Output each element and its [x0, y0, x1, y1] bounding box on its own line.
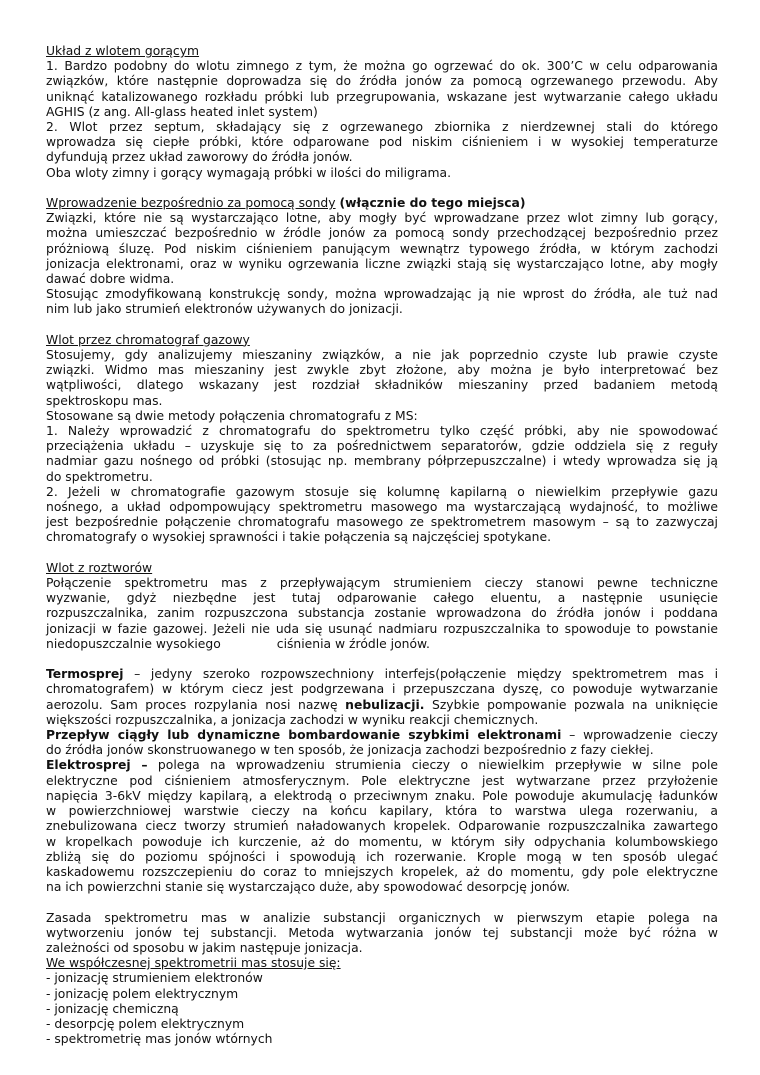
- text-line: wytworzeniu jonów tej substancji. Metoda wytwarzania jonów tej substancji może być różna w: [46, 925, 718, 940]
- text-line: AGHIS (z ang. All-glass heated inlet system): [46, 104, 318, 119]
- text-line: przeciążenia układu – uzyskuje się to za pośrednictwem separatorów, gdzie oddziela się z reguły: [46, 439, 718, 454]
- text-line: na ich powierzchni stanie się wystarczająco duże, aby spowodować desorpcję jonów.: [46, 880, 570, 895]
- text-line: spektroskopu mas.: [46, 393, 163, 408]
- text-line: [46, 758, 718, 773]
- text-line: nadmiar gazu nośnego od próbki (stosując np. membrany półprzepuszczalne) i wtedy wprowadza się ją: [46, 454, 718, 469]
- text-fragment: aerozolu. Sam proces rozpylania nosi nazwę: [46, 697, 338, 712]
- text-line: nim lub jako strumień elektronów używanych do jonizacji.: [46, 302, 403, 317]
- text-line: uniknąć katalizowanego rozkładu próbki lub przegrupowania, wskazane jest wytwarzanie całego układu: [46, 89, 718, 104]
- text-fragment: – wprowadzenie cieczy: [561, 728, 718, 743]
- text-fragment: polega na wprowadzeniu strumienia cieczy o niewielkim przepływie w silne pole: [147, 758, 718, 773]
- heading-solution-inlet: Wlot z roztworów: [46, 560, 153, 575]
- text-line: Stosowane są dwie metody połączenia chromatografu z MS:: [46, 408, 418, 423]
- text-line: chromatografy o wysokiej sprawności i takie połączenia są najczęściej spotykane.: [46, 530, 552, 545]
- text-fragment: niedopuszczalnie wysokiego: [46, 636, 221, 651]
- text-line: jonizacja elektronami, oraz w wyniku ogrzewania liczne związki stają się wystarczająco lotne, aby mogły: [46, 256, 718, 271]
- heading-hot-inlet: Układ z wlotem gorącym: [46, 44, 200, 58]
- list-item: - jonizację chemiczną: [46, 1001, 179, 1016]
- text-line: dyfundują przez układ zaworowy do źródła jonów.: [46, 150, 353, 165]
- text-line: kaskadowemu rozszczepieniu do coraz to mniejszych kropelek, aż do momentu, gdy pole elektryczne: [46, 864, 718, 879]
- heading-gc-inlet: Wlot przez chromatograf gazowy: [46, 332, 250, 347]
- text-line: w powierzchniowej warstwie cieczy na końcu kapilary, która to warstwa ulega rozerwaniu, a: [46, 804, 718, 819]
- text-line: wyzwanie, gdyż niezbędne jest tutaj odparowanie całego eluentu, a następnie usunięcie: [46, 591, 718, 606]
- text-line: w kropelkach powoduje ich kurczenie, aż do momentu, w którym siły odpychania kolumbowskiego: [46, 834, 718, 849]
- list-item: - spektrometrię mas jonów wtórnych: [46, 1032, 273, 1047]
- text-line: zbliżą się do poziomu spójności i spowodują ich rozerwanie. Krople mogą w ten sposób ulegać: [46, 849, 718, 864]
- heading-ionization-methods: We współczesnej spektrometrii mas stosuje się:: [46, 956, 341, 971]
- text-line: Stosując zmodyfikowaną konstrukcję sondy, można wprowadzając ją nie wprost do źródła, ale tuż nad: [46, 287, 718, 302]
- text-fragment: Szybkie pompowanie pozwala na uniknięcie: [424, 697, 718, 712]
- text-line: [46, 728, 718, 743]
- list-item: - jonizację polem elektrycznym: [46, 986, 239, 1001]
- heading-probe: Wprowadzenie bezpośrednio za pomocą sondy: [46, 196, 336, 211]
- text-line: wprowadza się ciepłe próbki, które odparowane pod niskim ciśnieniem i w wysokiej temperaturze: [46, 135, 718, 150]
- text-line: chromatografem) w którym ciecz jest podgrzewana i przepuszczana dyszę, co powoduje wytwarzanie: [46, 682, 718, 697]
- text-line: 1. Należy wprowadzić z chromatografu do spektrometru tylko część próbki, aby nie spowodować: [46, 424, 718, 439]
- text-line: Związki, które nie są wystarczająco lotne, aby mogły być wprowadzane przez wlot zimny lub gorący,: [46, 211, 718, 226]
- text-line: związków, które następnie doprowadza się do źródła jonów za pomocą ogrzewanego przewodu. Aby: [46, 74, 718, 89]
- text-line: [46, 637, 718, 652]
- text-line: zależności od sposobu w jakim następuje jonizacja.: [46, 940, 363, 955]
- text-line: związki. Widmo mas mieszaniny jest zwykle zbyt złożone, aby można je było interpretować bez: [46, 363, 718, 378]
- text-fragment: ciśnienia w źródle jonów.: [276, 636, 430, 651]
- text-line: [46, 667, 718, 682]
- list-item: - jonizację strumieniem elektronów: [46, 971, 263, 986]
- text-line: do źródła jonów skonstruowanego w ten sposób, że jonizacja zachodzi bezpośrednio z fazy ciekłej.: [46, 743, 654, 758]
- text-line: [46, 698, 718, 713]
- text-line: można umieszczać bezpośrednio w źródle jonów za pomocą sondy przechodzącej bezpośrednio przez: [46, 226, 718, 241]
- text-line: próżniową śluzę. Pod niskim ciśnieniem panującym wewnątrz typowego źródła, w którym zachodzi: [46, 241, 718, 256]
- text-line: elektryczne pod ciśnieniem atmosferycznym. Pole elektryczne jest wytwarzane przez przyłożenie: [46, 773, 718, 788]
- term-electrospray: Elektrosprej –: [46, 758, 148, 773]
- list-item: - desorpcję polem elektrycznym: [46, 1016, 245, 1031]
- term-thermospray: Termosprej: [46, 667, 124, 682]
- heading-probe-note: (włącznie do tego miejsca): [339, 196, 526, 211]
- text-line: wątpliwości, dlatego wskazany jest rozdział składników mieszaniny przed badaniem metodą: [46, 378, 718, 393]
- text-line: jest bezpośrednie połączenie chromatografu masowego ze spektrometrem masowym – są to zazwyczaj: [46, 515, 718, 530]
- text-line: jonizacji w fazie gazowej. Jeżeli nie uda się usunąć nadmiaru rozpuszczalnika to spowoduje to powstanie: [46, 621, 718, 636]
- text-line: większości rozpuszczalnika, a jonizacja zachodzi w wyniku reakcji chemicznych.: [46, 712, 539, 727]
- text-line: 2. Wlot przez septum, składający się z ogrzewanego zbiornika z nierdzewnej stali do którego: [46, 120, 718, 135]
- text-line: Zasada spektrometru mas w analizie substancji organicznych w pierwszym etapie polega na: [46, 910, 718, 925]
- text-line: Stosujemy, gdy analizujemy mieszaniny związków, a nie jak poprzednio czyste lub prawie czyste: [46, 348, 718, 363]
- text-line: dawać dobre widma.: [46, 272, 175, 287]
- heading-probe-line: [46, 196, 718, 211]
- term-continuous-flow-fab: Przepływ ciągły lub dynamiczne bombardowanie szybkimi elektronami: [46, 728, 562, 743]
- text-line: 2. Jeżeli w chromatografie gazowym stosuje się kolumnę kapilarną o niewielkim przepływie gazu: [46, 484, 718, 499]
- text-line: do spektrometru.: [46, 469, 153, 484]
- text-line: znebulizowana ciecz tworzy strumień naładowanych kropelek. Odparowanie rozpuszczalnika zawartego: [46, 819, 718, 834]
- text-line: 1. Bardzo podobny do wlotu zimnego z tym, że można go ogrzewać do ok. 300’C w celu odparowania: [46, 59, 718, 74]
- text-line: rozpuszczalnika, zanim rozpuszczona substancja zostanie wprowadzona do źródła jonów i poddana: [46, 606, 718, 621]
- text-line: Połączenie spektrometru mas z przepływającym strumieniem cieczy stanowi pewne techniczne: [46, 576, 718, 591]
- text-fragment: – jedyny szeroko rozpowszechniony interfejs(połączenie między spektrometrem mas i: [123, 667, 718, 682]
- term-nebulization: nebulizacji.: [345, 697, 425, 712]
- document-page: [46, 44, 718, 1047]
- text-line: napięcia 3-6kV między kapilarą, a elektrodą o przeciwnym znaku. Pole powoduje akumulację ładunków: [46, 788, 718, 803]
- text-line: nośnego, a układ odpompowujący spektrometru masowego ma wystarczającą wydajność, to możliwe: [46, 500, 718, 515]
- text-line: Oba wloty zimny i gorący wymagają próbki w ilości do miligrama.: [46, 165, 452, 180]
